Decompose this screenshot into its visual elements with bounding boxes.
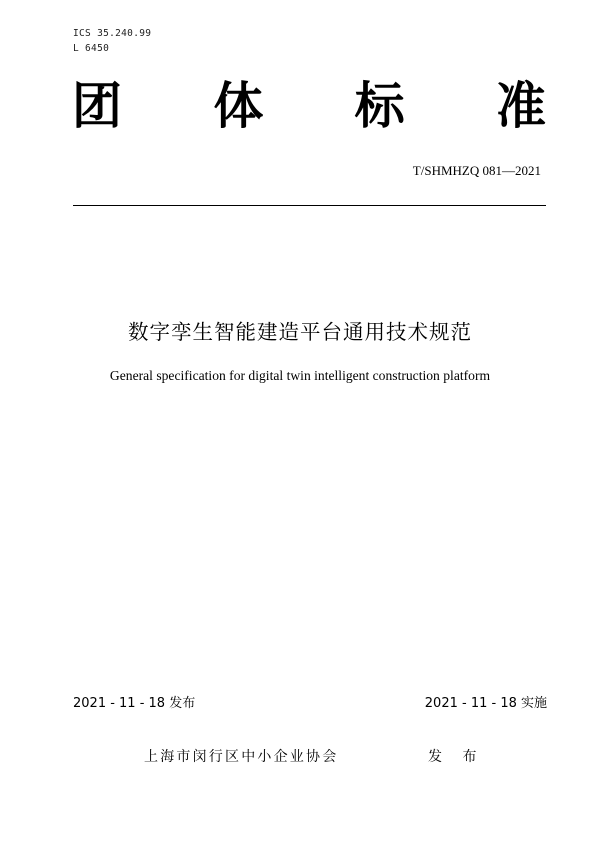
ccs-code: L 6450: [73, 43, 110, 54]
standard-number: T/SHMHZQ 081—2021: [412, 163, 541, 178]
document-title-en: General specification for digital twin intelligent construction platform: [109, 368, 491, 383]
heading-char: 准: [495, 77, 546, 135]
heading-char: 标: [354, 77, 405, 135]
standard-type-heading: [72, 76, 546, 136]
issuing-organization: 上海市闵行区中小企业协会: [144, 749, 339, 765]
issuer-action-label: 发 布: [428, 749, 485, 765]
implementation-date: 2021 - 11 - 18 实施: [424, 696, 547, 711]
header-divider: [73, 205, 546, 206]
heading-char: 团: [72, 77, 122, 135]
issue-date: 2021 - 11 - 18 发布: [73, 696, 196, 711]
heading-char: 体: [213, 77, 264, 135]
ics-code: ICS 35.240.99: [73, 28, 152, 39]
document-title-cn: 数字孪生智能建造平台通用技术规范: [128, 320, 472, 344]
